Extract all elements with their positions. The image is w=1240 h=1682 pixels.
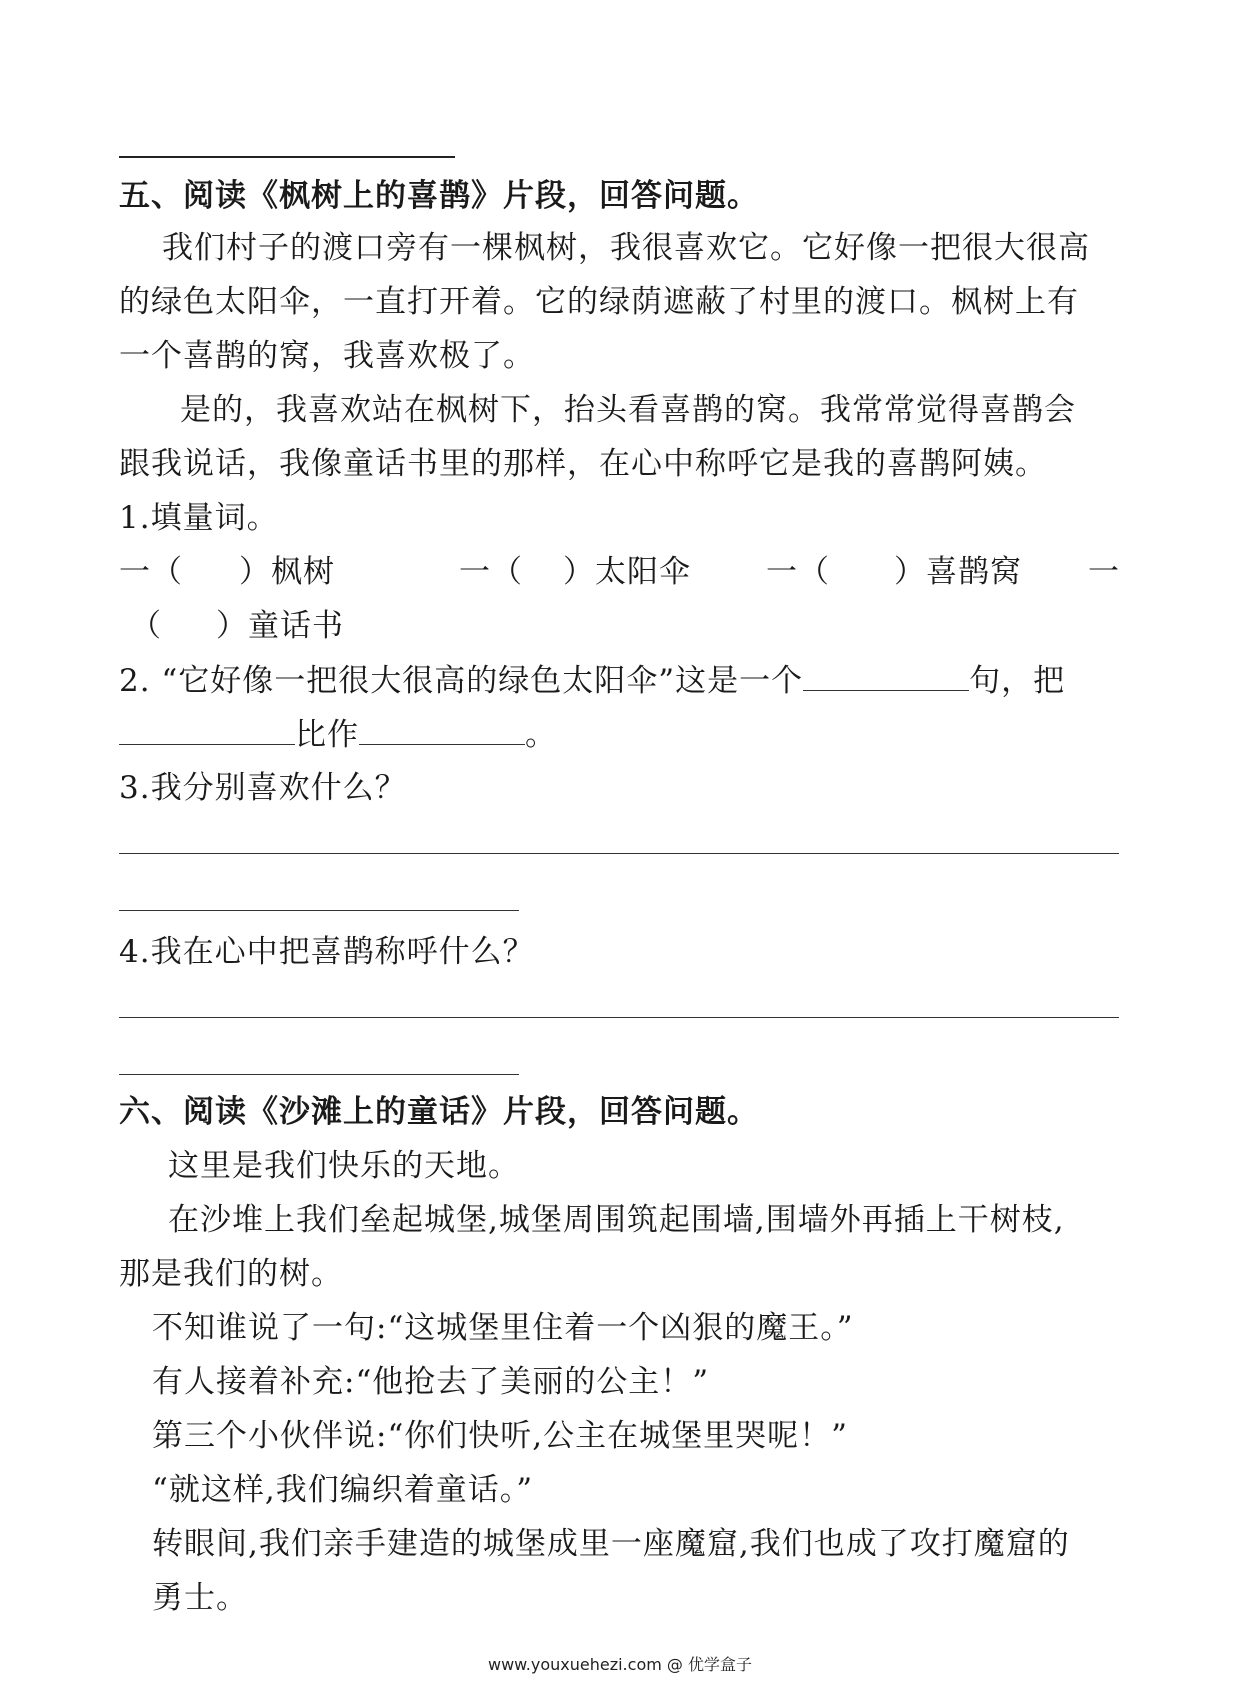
section6-line-6: 第三个小伙伴说:“你们快听,公主在城堡里哭呢！” bbox=[152, 1418, 848, 1454]
q4-answer-line-1[interactable] bbox=[119, 1017, 1119, 1018]
section5-para1-line3: 一个喜鹊的窝，我喜欢极了。 bbox=[119, 338, 535, 374]
q1-label: 1.填量词。 bbox=[119, 500, 279, 536]
q2-part2: 句，把 bbox=[969, 663, 1066, 699]
q1-item-suffix: ）喜鹊窝 bbox=[894, 554, 1022, 590]
q3-answer-line-1[interactable] bbox=[119, 853, 1119, 854]
section6-line-3: 那是我们的树。 bbox=[119, 1256, 343, 1292]
q4-answer-line-2[interactable] bbox=[119, 1074, 519, 1075]
q2-line1 bbox=[119, 660, 1065, 701]
q2-part4: 。 bbox=[525, 717, 557, 753]
q2-blank-object[interactable] bbox=[359, 714, 525, 745]
section6-title: 六、阅读《沙滩上的童话》片段，回答问题。 bbox=[119, 1094, 759, 1130]
q2-blank-sentence-type[interactable] bbox=[803, 660, 969, 691]
section6-line-4: 不知谁说了一句:“这城堡里住着一个凶狠的魔王。” bbox=[152, 1310, 854, 1346]
q1-wrap-close: ）童话书 bbox=[216, 608, 344, 644]
q2-line2 bbox=[119, 714, 557, 755]
section5-para2-line1: 是的，我喜欢站在枫树下，抬头看喜鹊的窝。我常常觉得喜鹊会 bbox=[180, 392, 1076, 428]
q1-item-prefix: 一（ bbox=[119, 554, 183, 590]
section6-line-2: 在沙堆上我们垒起城堡,城堡周围筑起围墙,围墙外再插上干树枝, bbox=[168, 1202, 1065, 1238]
q2-part3: 比作 bbox=[295, 717, 359, 753]
q1-item-umbrella bbox=[459, 552, 691, 592]
footer-watermark: www.youxuehezi.com @ 优学盒子 bbox=[488, 1655, 752, 1674]
q1-item-maple bbox=[119, 552, 335, 592]
q3-label: 3.我分别喜欢什么？ bbox=[119, 770, 407, 806]
section5-para1-line1: 我们村子的渡口旁有一棵枫树，我很喜欢它。它好像一把很大很高 bbox=[162, 230, 1090, 266]
q2-blank-subject[interactable] bbox=[119, 714, 295, 745]
q1-wrap-open: （ bbox=[130, 608, 162, 644]
top-rule bbox=[119, 156, 455, 158]
q2-part1: 2. “它好像一把很大很高的绿色太阳伞”这是一个 bbox=[119, 663, 804, 699]
section5-para1-line2: 的绿色太阳伞，一直打开着。它的绿荫遮蔽了村里的渡口。枫树上有 bbox=[119, 284, 1079, 320]
q1-item-suffix: ）太阳伞 bbox=[563, 554, 691, 590]
q1-item-suffix: ）枫树 bbox=[239, 554, 335, 590]
q4-label: 4.我在心中把喜鹊称呼什么？ bbox=[119, 934, 535, 970]
q1-item-book bbox=[130, 606, 344, 646]
section5-title: 五、阅读《枫树上的喜鹊》片段，回答问题。 bbox=[119, 178, 759, 214]
q1-item-prefix: 一（ bbox=[459, 554, 523, 590]
q3-answer-line-2[interactable] bbox=[119, 910, 519, 911]
section6-line-9: 勇士。 bbox=[152, 1580, 248, 1616]
section6-line-7: “就这样,我们编织着童话。” bbox=[152, 1472, 534, 1508]
section6-line-1: 这里是我们快乐的天地。 bbox=[168, 1148, 520, 1184]
q1-item-prefix: 一（ bbox=[766, 554, 830, 590]
q1-item-nest bbox=[766, 552, 1022, 592]
q1-item-book-prefix: 一 bbox=[1088, 554, 1120, 590]
section6-line-8: 转眼间,我们亲手建造的城堡成里一座魔窟,我们也成了攻打魔窟的 bbox=[152, 1526, 1070, 1562]
section6-line-5: 有人接着补充:“他抢去了美丽的公主！” bbox=[152, 1364, 710, 1400]
section5-para2-line2: 跟我说话，我像童话书里的那样，在心中称呼它是我的喜鹊阿姨。 bbox=[119, 446, 1047, 482]
